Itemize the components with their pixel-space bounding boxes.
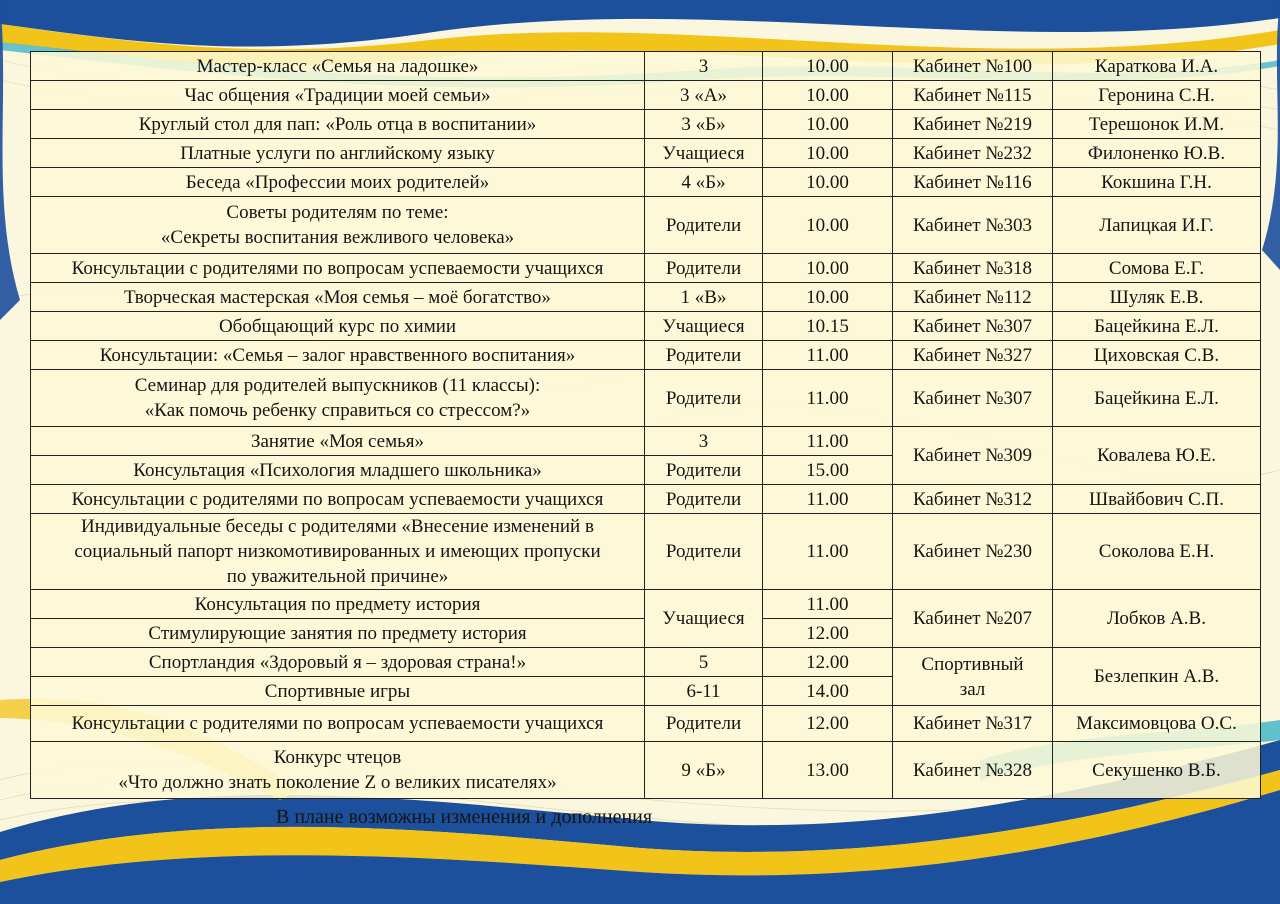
participants-cell: Учащиеся xyxy=(645,590,763,648)
responsible-cell: Безлепкин А.В. xyxy=(1053,648,1261,706)
table-row xyxy=(31,648,1261,677)
event-cell: Творческая мастерская «Моя семья – моё богатство» xyxy=(31,283,645,312)
responsible-cell: Филоненко Ю.В. xyxy=(1053,139,1261,168)
place-cell: Кабинет №317 xyxy=(893,706,1053,742)
event-line: «Что должно знать поколение Z о великих писателях» xyxy=(118,772,557,793)
table-row xyxy=(31,110,1261,139)
participants-cell: 4 «Б» xyxy=(645,168,763,197)
event-cell: Час общения «Традиции моей семьи» xyxy=(31,81,645,110)
table-row xyxy=(31,514,1261,590)
place-cell: Кабинет №307 xyxy=(893,370,1053,427)
table-row xyxy=(31,254,1261,283)
event-cell: Консультации с родителями по вопросам успеваемости учащихся xyxy=(31,254,645,283)
participants-cell: Учащиеся xyxy=(645,139,763,168)
responsible-cell: Швайбович С.П. xyxy=(1053,485,1261,514)
responsible-cell: Максимовцова О.С. xyxy=(1053,706,1261,742)
event-cell: Спортивные игры xyxy=(31,677,645,706)
responsible-cell: Секушенко В.Б. xyxy=(1053,742,1261,799)
place-cell: Кабинет №309 xyxy=(893,427,1053,485)
responsible-cell: Ковалева Ю.Е. xyxy=(1053,427,1261,485)
time-cell: 15.00 xyxy=(763,456,893,485)
participants-cell: Родители xyxy=(645,456,763,485)
time-cell: 14.00 xyxy=(763,677,893,706)
participants-cell: 5 xyxy=(645,648,763,677)
event-cell: Спортландия «Здоровый я – здоровая страна!» xyxy=(31,648,645,677)
responsible-cell: Соколова Е.Н. xyxy=(1053,514,1261,590)
participants-cell: Родители xyxy=(645,514,763,590)
table-row xyxy=(31,197,1261,254)
participants-cell: 3 xyxy=(645,427,763,456)
time-cell: 12.00 xyxy=(763,648,893,677)
event-cell: Консультации с родителями по вопросам успеваемости учащихся xyxy=(31,706,645,742)
table-row xyxy=(31,283,1261,312)
participants-cell: 3 xyxy=(645,52,763,81)
table-row xyxy=(31,81,1261,110)
place-cell: Кабинет №230 xyxy=(893,514,1053,590)
responsible-cell: Геронина С.Н. xyxy=(1053,81,1261,110)
table-row xyxy=(31,742,1261,799)
responsible-cell: Циховская С.В. xyxy=(1053,341,1261,370)
participants-cell: 1 «В» xyxy=(645,283,763,312)
event-line: Семинар для родителей выпускников (11 классы): xyxy=(134,375,541,396)
time-cell: 10.00 xyxy=(763,283,893,312)
time-cell: 12.00 xyxy=(763,619,893,648)
participants-cell: 9 «Б» xyxy=(645,742,763,799)
event-line: социальный папорт низкомотивированных и имеющих пропуски xyxy=(74,541,601,562)
place-line: зал xyxy=(959,678,986,700)
place-line: Спортивный xyxy=(921,653,1024,675)
event-line: по уважительной причине» xyxy=(226,566,449,587)
table-row xyxy=(31,370,1261,427)
place-cell: Кабинет №312 xyxy=(893,485,1053,514)
footer-note: В плане возможны изменения и дополнения xyxy=(276,806,653,828)
place-cell: Кабинет №219 xyxy=(893,110,1053,139)
event-cell: Платные услуги по английскому языку xyxy=(31,139,645,168)
responsible-cell: Бацейкина Е.Л. xyxy=(1053,312,1261,341)
responsible-cell: Лапицкая И.Г. xyxy=(1053,197,1261,254)
event-cell xyxy=(31,370,645,427)
responsible-cell: Сомова Е.Г. xyxy=(1053,254,1261,283)
event-plan-sheet xyxy=(30,51,1260,799)
time-cell: 11.00 xyxy=(763,590,893,619)
table-row xyxy=(31,139,1261,168)
participants-cell: Учащиеся xyxy=(645,312,763,341)
table-row xyxy=(31,52,1261,81)
place-cell: Кабинет №328 xyxy=(893,742,1053,799)
time-cell: 10.00 xyxy=(763,110,893,139)
event-cell xyxy=(31,514,645,590)
responsible-cell: Кокшина Г.Н. xyxy=(1053,168,1261,197)
event-line: Советы родителям по теме: xyxy=(226,202,449,223)
time-cell: 10.00 xyxy=(763,139,893,168)
time-cell: 10.15 xyxy=(763,312,893,341)
participants-cell: 3 «Б» xyxy=(645,110,763,139)
participants-cell: Родители xyxy=(645,341,763,370)
participants-cell: Родители xyxy=(645,706,763,742)
event-line: Индивидуальные беседы с родителями «Внесение изменений в xyxy=(81,516,594,537)
event-cell: Мастер-класс «Семья на ладошке» xyxy=(31,52,645,81)
time-cell: 13.00 xyxy=(763,742,893,799)
place-cell: Кабинет №303 xyxy=(893,197,1053,254)
place-cell: Кабинет №115 xyxy=(893,81,1053,110)
table-row xyxy=(31,341,1261,370)
time-cell: 10.00 xyxy=(763,52,893,81)
place-cell: Кабинет №327 xyxy=(893,341,1053,370)
time-cell: 12.00 xyxy=(763,706,893,742)
table-row xyxy=(31,312,1261,341)
time-cell: 11.00 xyxy=(763,485,893,514)
event-cell: Консультация «Психология младшего школьника» xyxy=(31,456,645,485)
place-cell: Кабинет №207 xyxy=(893,590,1053,648)
time-cell: 11.00 xyxy=(763,514,893,590)
responsible-cell: Лобков А.В. xyxy=(1053,590,1261,648)
event-schedule-table xyxy=(30,51,1261,799)
time-cell: 10.00 xyxy=(763,254,893,283)
place-cell: Кабинет №100 xyxy=(893,52,1053,81)
time-cell: 10.00 xyxy=(763,197,893,254)
time-cell: 10.00 xyxy=(763,81,893,110)
event-cell: Обобщающий курс по химии xyxy=(31,312,645,341)
participants-cell: Родители xyxy=(645,370,763,427)
place-cell: Кабинет №318 xyxy=(893,254,1053,283)
time-cell: 11.00 xyxy=(763,341,893,370)
responsible-cell: Терешонок И.М. xyxy=(1053,110,1261,139)
event-line: «Секреты воспитания вежливого человека» xyxy=(160,227,515,248)
participants-cell: 6-11 xyxy=(645,677,763,706)
event-line: «Как помочь ребенку справиться со стрессом?» xyxy=(144,400,531,421)
time-cell: 11.00 xyxy=(763,427,893,456)
event-cell: Круглый стол для пап: «Роль отца в воспитании» xyxy=(31,110,645,139)
event-line: Конкурс чтецов xyxy=(273,747,402,768)
place-cell xyxy=(893,648,1053,706)
time-cell: 11.00 xyxy=(763,370,893,427)
event-cell xyxy=(31,197,645,254)
table-row xyxy=(31,427,1261,456)
responsible-cell: Караткова И.А. xyxy=(1053,52,1261,81)
event-cell: Консультации: «Семья – залог нравственного воспитания» xyxy=(31,341,645,370)
responsible-cell: Шуляк Е.В. xyxy=(1053,283,1261,312)
table-row xyxy=(31,168,1261,197)
event-cell xyxy=(31,742,645,799)
event-cell: Беседа «Профессии моих родителей» xyxy=(31,168,645,197)
table-row xyxy=(31,590,1261,619)
place-cell: Кабинет №307 xyxy=(893,312,1053,341)
participants-cell: Родители xyxy=(645,485,763,514)
event-cell: Стимулирующие занятия по предмету история xyxy=(31,619,645,648)
place-cell: Кабинет №112 xyxy=(893,283,1053,312)
event-cell: Занятие «Моя семья» xyxy=(31,427,645,456)
time-cell: 10.00 xyxy=(763,168,893,197)
event-cell: Консультации с родителями по вопросам успеваемости учащихся xyxy=(31,485,645,514)
place-cell: Кабинет №232 xyxy=(893,139,1053,168)
table-row xyxy=(31,706,1261,742)
table-row xyxy=(31,485,1261,514)
responsible-cell: Бацейкина Е.Л. xyxy=(1053,370,1261,427)
event-cell: Консультация по предмету история xyxy=(31,590,645,619)
participants-cell: 3 «А» xyxy=(645,81,763,110)
participants-cell: Родители xyxy=(645,197,763,254)
place-cell: Кабинет №116 xyxy=(893,168,1053,197)
participants-cell: Родители xyxy=(645,254,763,283)
